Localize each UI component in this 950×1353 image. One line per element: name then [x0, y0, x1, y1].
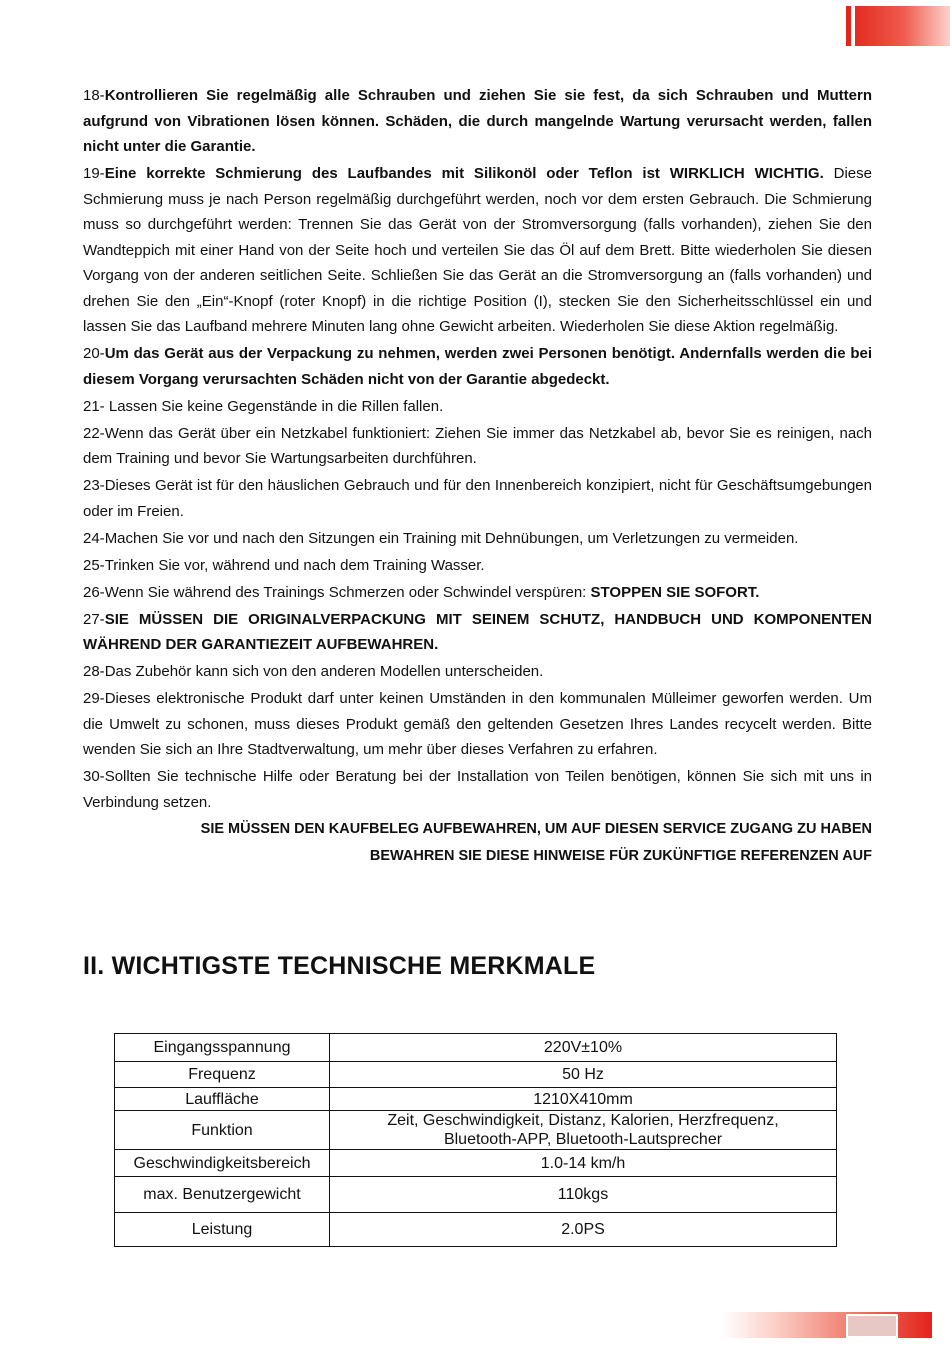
spec-label: Geschwindigkeitsbereich	[115, 1150, 330, 1177]
instruction-20: 20-Um das Gerät aus der Verpackung zu nehmen, werden zwei Personen benötigt. Andernfalls werden die bei diesem Vorgang verursachten Schäden nicht von der Garantie abgedeckt.	[83, 345, 872, 388]
specs-table	[114, 1033, 837, 1247]
spec-label: Funktion	[115, 1111, 330, 1150]
instruction-19: 19-Eine korrekte Schmierung des Laufbandes mit Silikonöl oder Teflon ist WIRKLICH WICHTIG. Diese Schmierung muss je nach Person regelmäßig durchgeführt werden, noch vor dem ersten Gebrauch. Die Schmierung muss so durchgeführt werden: Trennen Sie das Gerät von der Stromversorgung (falls vorhanden), ziehen Sie den Wandteppich mit einer Hand von der Seite hoch und verteilen Sie das Öl auf dem Brett. Bitte wiederholen Sie diesen Vorgang von der anderen seitlichen Seite. Schließen Sie das Gerät an die Stromversorgung an (falls vorhanden) und drehen Sie den „Ein“-Knopf (roter Knopf) in die richtige Position (I), stecken Sie den Sicherheitsschlüssel ein und lassen Sie das Laufband mehrere Minuten lang ohne Gewicht arbeiten. Wiederholen Sie diese Aktion regelmäßig.	[83, 165, 872, 335]
safety-instructions	[83, 83, 872, 871]
header-accent-bar	[846, 6, 950, 46]
receipt-notice: SIE MÜSSEN DEN KAUFBELEG AUFBEWAHREN, UM AUF DIESEN SERVICE ZUGANG ZU HABEN	[200, 820, 872, 837]
footer-accent-bar	[722, 1312, 932, 1338]
spec-label: Eingangsspannung	[115, 1034, 330, 1062]
spec-value: 1.0-14 km/h	[330, 1150, 837, 1177]
section-title: II. WICHTIGSTE TECHNISCHE MERKMALE	[83, 952, 596, 980]
table-row	[115, 1213, 837, 1247]
instruction-21: 21- Lassen Sie keine Gegenstände in die Rillen fallen.	[83, 397, 444, 415]
spec-value: 220V±10%	[330, 1034, 837, 1062]
instruction-22: 22-Wenn das Gerät über ein Netzkabel funktioniert: Ziehen Sie immer das Netzkabel ab, bevor Sie es reinigen, nach dem Training und bevor Sie Wartungsarbeiten durchführen.	[83, 424, 872, 467]
instruction-26: 26-Wenn Sie während des Trainings Schmerzen oder Schwindel verspüren: STOPPEN SIE SOFORT.	[83, 583, 760, 601]
table-row	[115, 1034, 837, 1062]
table-row	[115, 1177, 837, 1213]
instruction-30: 30-Sollten Sie technische Hilfe oder Beratung bei der Installation von Teilen benötigen, können Sie sich mit uns in Verbindung setzen.	[83, 768, 872, 811]
table-row	[115, 1111, 837, 1150]
instruction-27: 27-SIE MÜSSEN DIE ORIGINALVERPACKUNG MIT SEINEM SCHUTZ, HANDBUCH UND KOMPONENTEN WÄHREND DER GARANTIEZEIT AUFBEWAHREN.	[83, 610, 872, 653]
spec-value: Zeit, Geschwindigkeit, Distanz, Kalorien, Herzfrequenz, Bluetooth-APP, Bluetooth-Lautsprecher	[330, 1111, 837, 1150]
table-row	[115, 1088, 837, 1111]
table-row	[115, 1150, 837, 1177]
spec-value: 50 Hz	[330, 1062, 837, 1088]
instruction-24: 24-Machen Sie vor und nach den Sitzungen ein Training mit Dehnübungen, um Verletzungen zu vermeiden.	[83, 529, 799, 547]
spec-label: Lauffläche	[115, 1088, 330, 1111]
spec-label: Frequenz	[115, 1062, 330, 1088]
instruction-25: 25-Trinken Sie vor, während und nach dem Training Wasser.	[83, 556, 485, 574]
table-row	[115, 1062, 837, 1088]
page-number-box	[846, 1314, 898, 1338]
instruction-18: 18-Kontrollieren Sie regelmäßig alle Schrauben und ziehen Sie sie fest, da sich Schrauben und Muttern aufgrund von Vibrationen lösen können. Schäden, die durch mangelnde Wartung verursacht werden, fallen nicht unter die Garantie.	[83, 87, 872, 155]
keep-instructions-notice: BEWAHREN SIE DIESE HINWEISE FÜR ZUKÜNFTIGE REFERENZEN AUF	[369, 847, 872, 864]
spec-label: Leistung	[115, 1213, 330, 1247]
instruction-28: 28-Das Zubehör kann sich von den anderen Modellen unterscheiden.	[83, 663, 544, 680]
instruction-29: 29-Dieses elektronische Produkt darf unter keinen Umständen in den kommunalen Mülleimer geworfen werden. Um die Umwelt zu schonen, muss dieses Produkt gemäß den geltenden Gesetzen Ihres Landes recycelt werden. Bitte wenden Sie sich an Ihre Stadtverwaltung, um mehr über dieses Verfahren zu erfahren.	[83, 690, 872, 758]
header-accent-notch	[851, 6, 855, 46]
spec-value: 1210X410mm	[330, 1088, 837, 1111]
spec-value: 110kgs	[330, 1177, 837, 1213]
spec-label: max. Benutzergewicht	[115, 1177, 330, 1213]
instruction-23: 23-Dieses Gerät ist für den häuslichen Gebrauch und für den Innenbereich konzipiert, nicht für Geschäftsumgebungen oder im Freien.	[83, 477, 872, 520]
spec-value: 2.0PS	[330, 1213, 837, 1247]
